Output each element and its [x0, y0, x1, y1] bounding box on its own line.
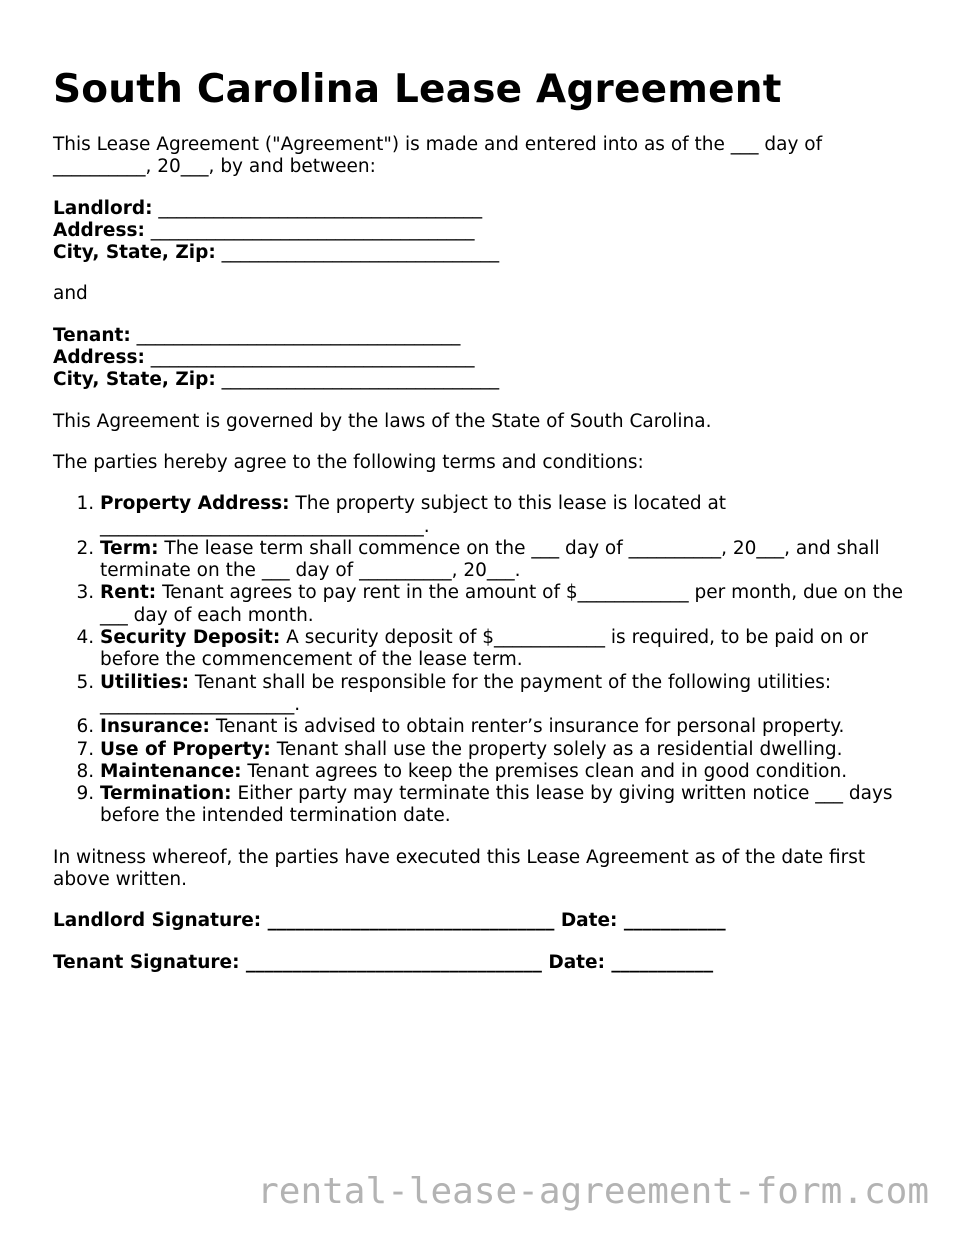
tenant-name-blank: ___________________________________	[130, 324, 461, 346]
landlord-address-blank: ___________________________________	[144, 219, 475, 241]
term-label: Security Deposit:	[100, 627, 281, 649]
tenant-csz-blank: ______________________________	[215, 369, 500, 391]
landlord-csz-blank: ______________________________	[215, 242, 500, 264]
landlord-csz-label: City, State, Zip:	[53, 242, 216, 264]
landlord-csz-line	[53, 242, 913, 264]
term-lease-term	[100, 538, 913, 583]
term-rent	[100, 582, 913, 627]
term-maintenance	[100, 761, 913, 783]
term-text: Tenant shall use the property solely as a residential dwelling.	[270, 738, 843, 760]
tenant-name-line	[53, 325, 913, 347]
term-text: The property subject to this lease is located at ___________________________________.	[100, 493, 727, 537]
landlord-signature-line: Landlord Signature: _______________________________ Date: ___________	[53, 910, 726, 932]
tenant-signature-line: Tenant Signature: ________________________________ Date: ___________	[53, 951, 714, 973]
term-label: Property Address:	[100, 493, 290, 515]
term-property-address	[100, 493, 913, 538]
intro-paragraph: This Lease Agreement ("Agreement") is made and entered into as of the ___ day of __________, 20___, by and between:	[53, 134, 823, 178]
page-title: South Carolina Lease Agreement	[53, 67, 782, 112]
parties-agree: The parties hereby agree to the following terms and conditions:	[53, 451, 644, 473]
term-label: Insurance:	[100, 716, 210, 738]
landlord-address-line	[53, 220, 913, 242]
term-text: Either party may terminate this lease by giving written notice ___ days before the intended termination date.	[100, 783, 893, 827]
landlord-address-label: Address:	[53, 219, 145, 241]
landlord-info	[53, 198, 913, 265]
witness-paragraph: In witness whereof, the parties have executed this Lease Agreement as of the date first above written.	[53, 846, 866, 891]
term-label: Maintenance:	[100, 760, 242, 782]
tenant-address-line	[53, 347, 913, 369]
term-label: Use of Property:	[100, 738, 271, 760]
landlord-name-line	[53, 198, 913, 220]
term-use-of-property	[100, 739, 913, 761]
tenant-address-blank: ___________________________________	[144, 347, 475, 369]
term-security-deposit	[100, 627, 913, 672]
site-watermark: rental-lease-agreement-form.com	[257, 1171, 929, 1212]
term-text: Tenant shall be responsible for the payment of the following utilities: _____________________.	[100, 671, 832, 715]
term-label: Term:	[100, 537, 159, 559]
governing-law: This Agreement is governed by the laws of the State of South Carolina.	[53, 410, 712, 432]
term-label: Rent:	[100, 582, 157, 604]
term-termination	[100, 783, 913, 828]
tenant-csz-label: City, State, Zip:	[53, 369, 216, 391]
term-text: Tenant agrees to keep the premises clean and in good condition.	[241, 760, 848, 782]
tenant-info	[53, 325, 913, 392]
landlord-label: Landlord:	[53, 197, 153, 219]
terms-list	[53, 493, 913, 827]
landlord-name-blank: ___________________________________	[152, 197, 483, 219]
term-label: Utilities:	[100, 671, 190, 693]
term-insurance	[100, 716, 913, 738]
term-utilities	[100, 672, 913, 717]
term-text: The lease term shall commence on the ___ day of __________, 20___, and shall terminate on the ___ day of __________, 20___.	[100, 537, 880, 582]
term-label: Termination:	[100, 783, 232, 805]
term-text: A security deposit of $____________ is required, to be paid on or before the commencement of the lease term.	[100, 627, 868, 671]
term-text: Tenant agrees to pay rent in the amount of $____________ per month, due on the ___ day of each month.	[100, 582, 903, 626]
term-text: Tenant is advised to obtain renter’s insurance for personal property.	[209, 716, 845, 738]
tenant-address-label: Address:	[53, 347, 145, 369]
tenant-csz-line	[53, 369, 913, 391]
lease-document	[53, 66, 913, 993]
and-text: and	[53, 283, 88, 305]
tenant-label: Tenant:	[53, 324, 131, 346]
